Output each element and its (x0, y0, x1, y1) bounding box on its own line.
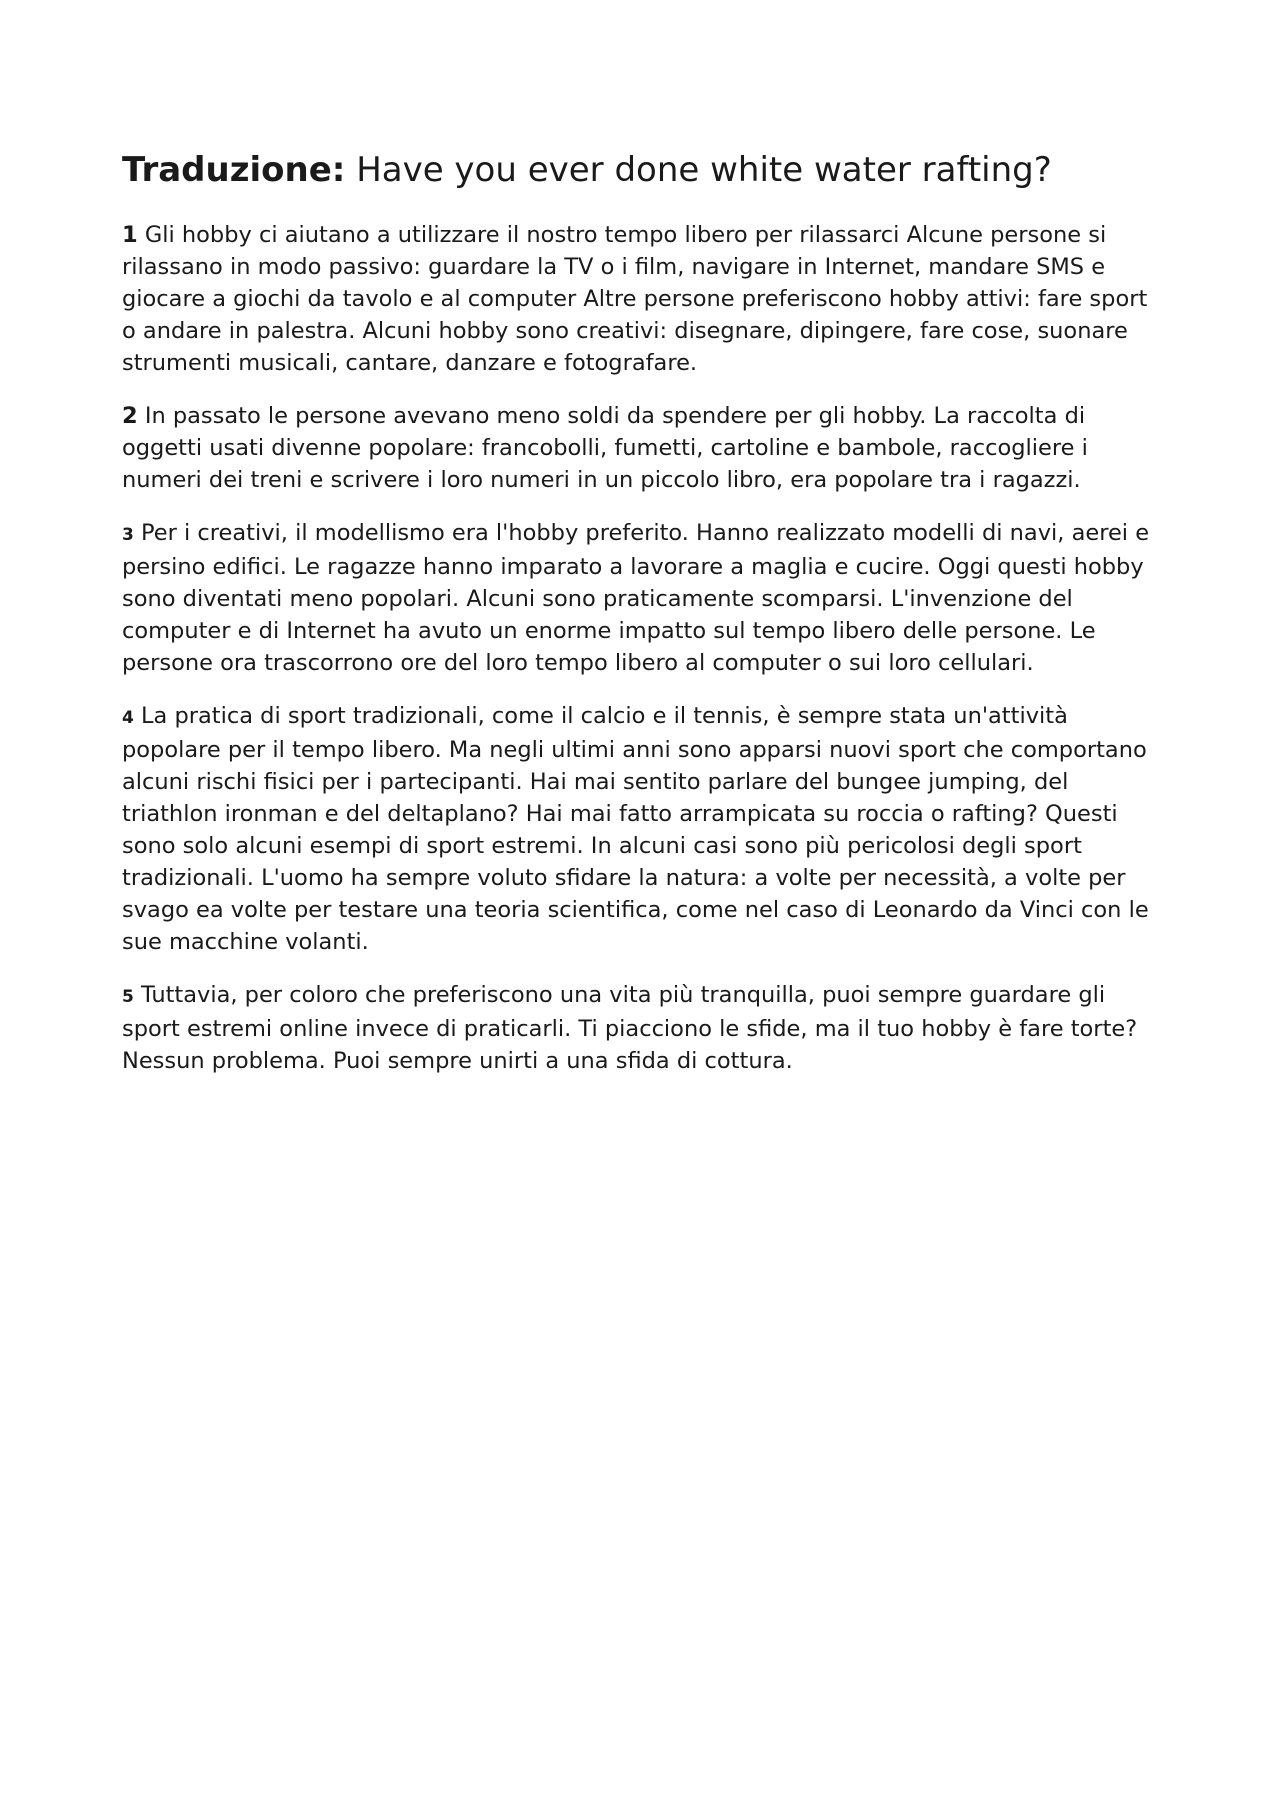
paragraph-text: Gli hobby ci aiutano a utilizzare il nostro tempo libero per rilassarci Alcune persone si rilassano in modo passivo: guardare la TV o i film, navigare in Internet, mandare SMS e giocare a giochi da tavolo e al computer Altre persone preferiscono hobby attivi: fare sport o andare in palestra. Alcuni hobby sono creativi: disegnare, dipingere, fare cose, suonare strumenti musicali, cantare, danzare e fotografare. (122, 221, 1148, 376)
paragraph-3 (122, 517, 1167, 679)
paragraph-number: 4 (122, 707, 134, 728)
title-label: Traduzione: (122, 150, 346, 190)
paragraph-text: In passato le persone avevano meno soldi da spendere per gli hobby. La raccolta di oggetti usati divenne popolare: francobolli, fumetti, cartoline e bambole, raccogliere i numeri dei treni e scrivere i loro numeri in un piccolo libro, era popolare tra i ragazzi. (122, 402, 1088, 493)
paragraph-number: 1 (122, 221, 138, 248)
paragraph-text: La pratica di sport tradizionali, come il calcio e il tennis, è sempre stata un'attività popolare per il tempo libero. Ma negli ultimi anni sono apparsi nuovi sport che comportano alcuni rischi fisici per i partecipanti. Hai mai sentito parlare del bungee jumping, del triathlon ironman e del deltaplano? Hai mai fatto arrampicata su roccia o rafting? Questi sono solo alcuni esempi di sport estremi. In alcuni casi sono più pericolosi degli sport tradizionali. L'uomo ha sempre voluto sfidare la natura: a volte per necessità, a volte per svago ea volte per testare una teoria scientifica, come nel caso di Leonardo da Vinci con le sue macchine volanti. (122, 702, 1149, 955)
paragraph-5 (122, 979, 1167, 1077)
paragraph-number: 5 (122, 986, 134, 1007)
paragraph-2 (122, 400, 1167, 496)
document-page (122, 150, 1167, 1098)
paragraph-number: 2 (122, 402, 138, 429)
title-text: Have you ever done white water rafting? (356, 150, 1052, 190)
paragraph-text: Tuttavia, per coloro che preferiscono una vita più tranquilla, puoi sempre guardare gli sport estremi online invece di praticarli. Ti piacciono le sfide, ma il tuo hobby è fare torte? Nessun problema. Puoi sempre unirti a una sfida di cottura. (122, 981, 1138, 1074)
paragraph-number: 3 (122, 524, 134, 545)
paragraph-4 (122, 700, 1167, 958)
paragraph-text: Per i creativi, il modellismo era l'hobby preferito. Hanno realizzato modelli di navi, aerei e persino edifici. Le ragazze hanno imparato a lavorare a maglia e cucire. Oggi questi hobby sono diventati meno popolari. Alcuni sono praticamente scomparsi. L'invenzione del computer e di Internet ha avuto un enorme impatto sul tempo libero delle persone. Le persone ora trascorrono ore del loro tempo libero al computer o sui loro cellulari. (122, 519, 1150, 676)
page-title (122, 150, 1167, 191)
paragraph-1 (122, 219, 1167, 379)
